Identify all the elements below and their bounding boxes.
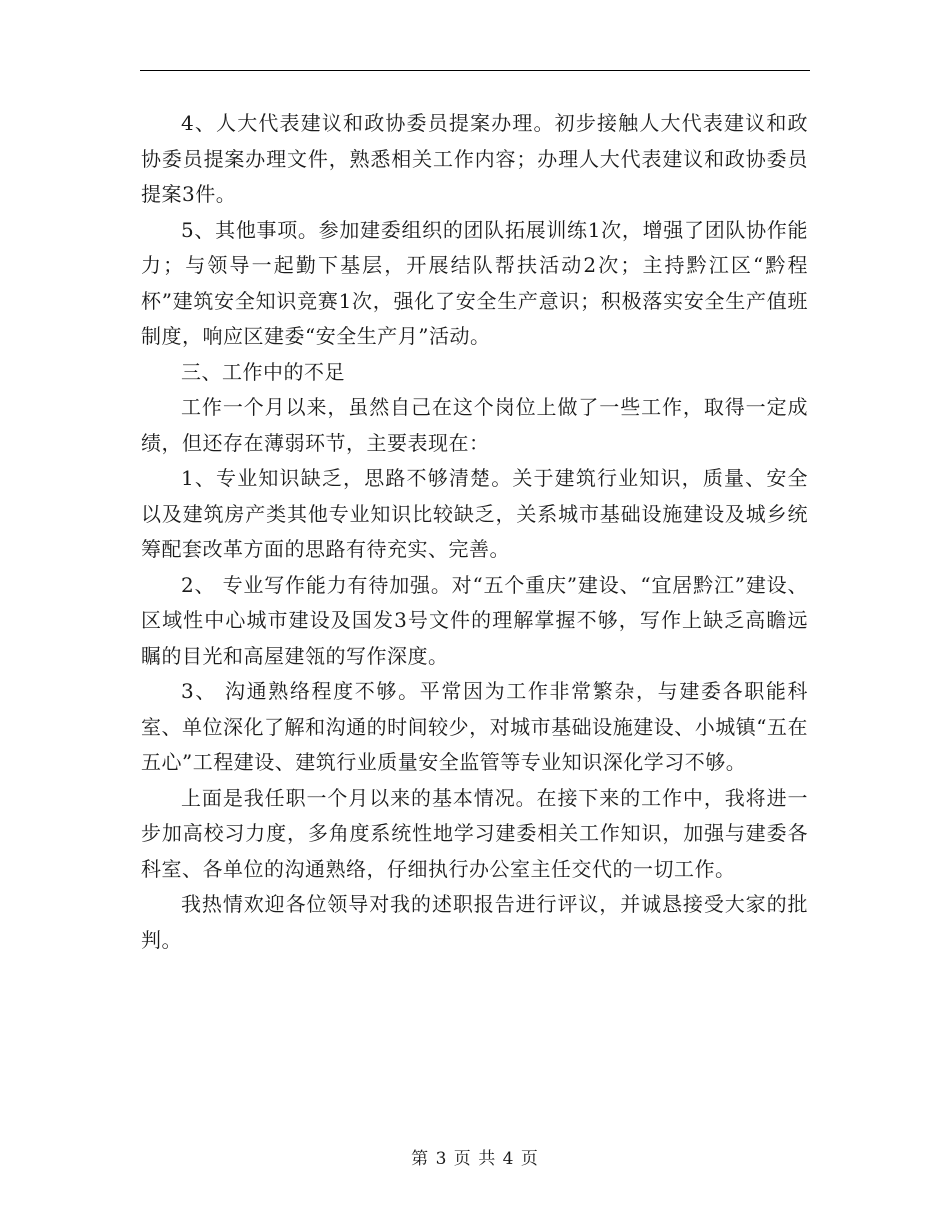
paragraph-intro: 工作一个月以来，虽然自己在这个岗位上做了一些工作，取得一定成绩，但还存在薄弱环节，主要表现在： (141, 395, 808, 455)
paragraph-closing: 我热情欢迎各位领导对我的述职报告进行评议，并诚恳接受大家的批判。 (141, 892, 808, 952)
paragraph-shortcoming-3: 3、 沟通熟络程度不够。平常因为工作非常繁杂，与建委各职能科室、单位深化了解和沟通的时间较少，对城市基础设施建设、小城镇“五在五心”工程建设、建筑行业质量安全监管等专业知识深化学习不够。 (141, 679, 808, 774)
page-number-footer: 第 3 页 共 4 页 (411, 1149, 539, 1169)
paragraph-item-4: 4、人大代表建议和政协委员提案办理。初步接触人大代表建议和政协委员提案办理文件，熟悉相关工作内容；办理人大代表建议和政协委员提案3件。 (141, 111, 808, 206)
header-rule (140, 70, 810, 71)
paragraph-summary: 上面是我任职一个月以来的基本情况。在接下来的工作中，我将进一步加高校习力度，多角度系统性地学习建委相关工作知识，加强与建委各科室、各单位的沟通熟络，仔细执行办公室主任交代的一切工作。 (141, 785, 808, 881)
section-heading: 三、工作中的不足 (181, 359, 345, 384)
document-body (141, 106, 808, 958)
paragraph-shortcoming-1: 1、专业知识缺乏，思路不够清楚。关于建筑行业知识，质量、安全以及建筑房产类其他专业知识比较缺乏，关系城市基础设施建设及城乡统筹配套改革方面的思路有待充实、完善。 (141, 466, 808, 561)
paragraph-shortcoming-2: 2、 专业写作能力有待加强。对“五个重庆”建设、“宜居黔江”建设、区域性中心城市建设及国发3号文件的理解掌握不够，写作上缺乏高瞻远瞩的目光和高屋建瓴的写作深度。 (141, 572, 808, 668)
paragraph-item-5: 5、其他事项。参加建委组织的团队拓展训练1次，增强了团队协作能力；与领导一起勤下基层，开展结队帮扶活动2次；主持黔江区“黔程杯”建筑安全知识竞赛1次，强化了安全生产意识；积极落实安全生产值班制度，响应区建委“安全生产月”活动。 (141, 217, 808, 348)
